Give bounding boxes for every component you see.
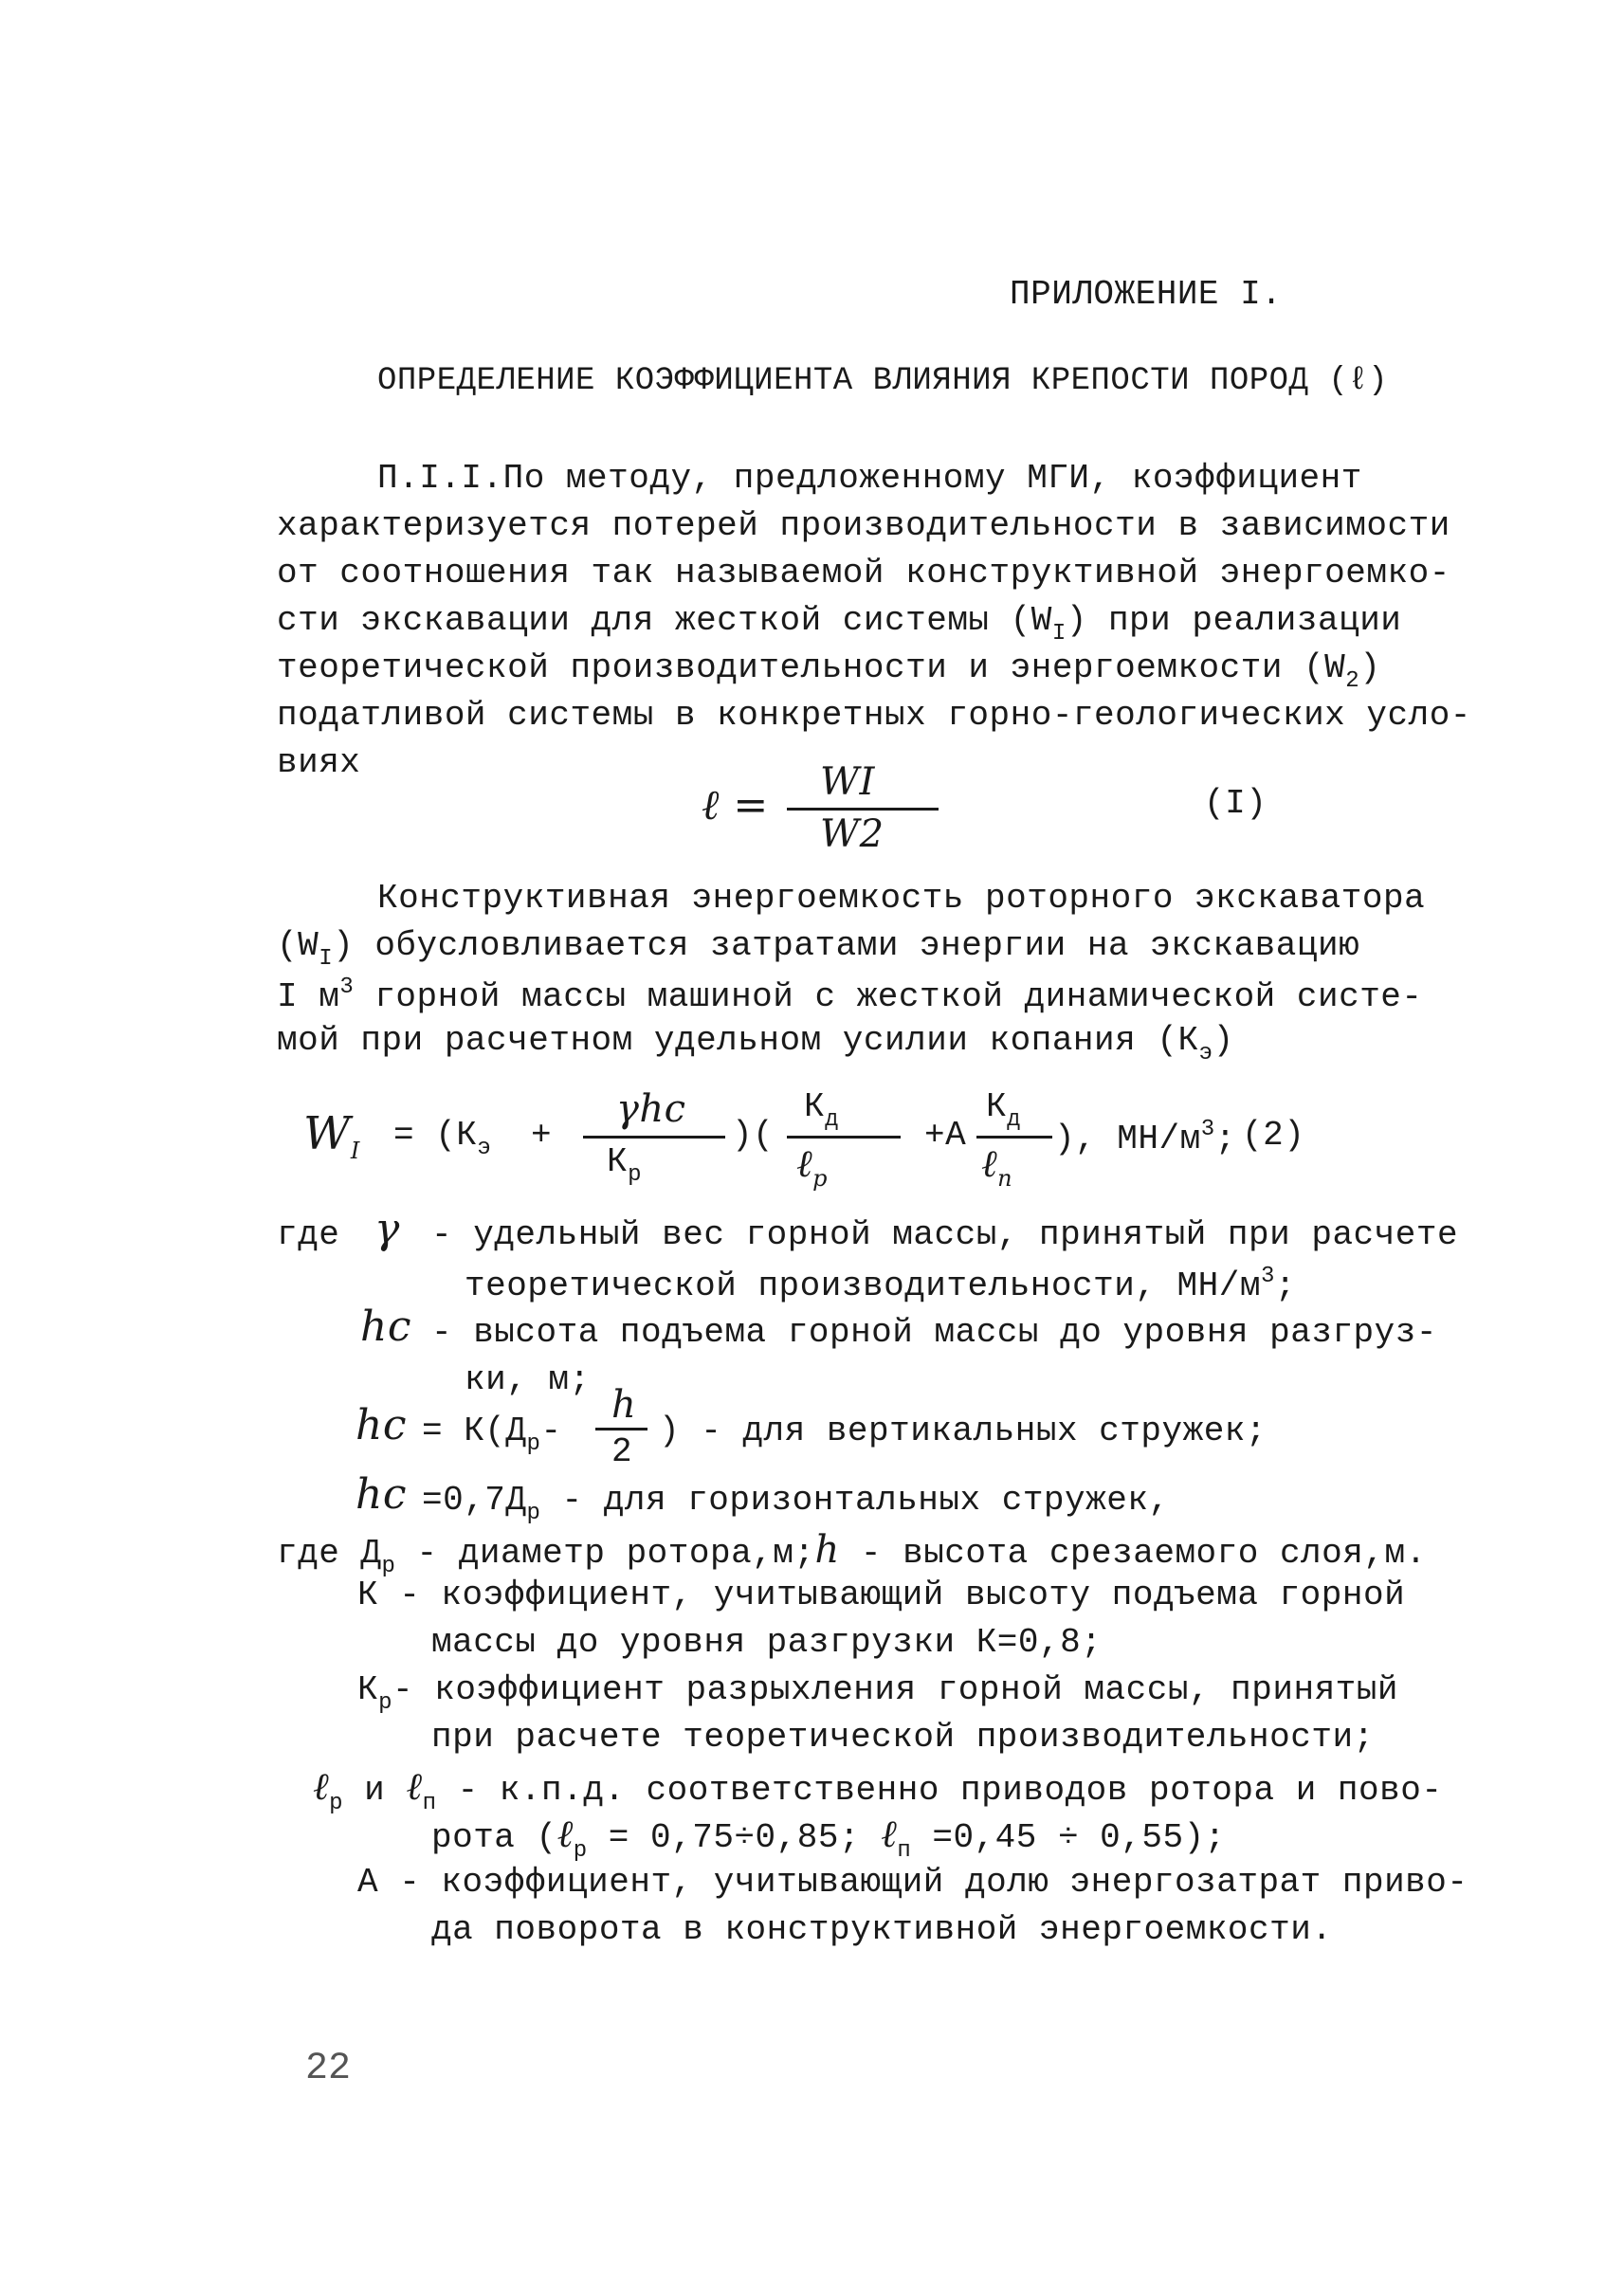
para2-line-4: мой при расчетном удельном усилии копания $(К_э)$ [277,1021,1234,1066]
page-title: ОПРЕДЕЛЕНИЕ КОЭФФИЦИЕНТА ВЛИЯНИЯ КРЕПОСТИ ПОРОД (ℓ) [377,363,1389,399]
appendix-label: ПРИЛОЖЕНИЕ I. [1010,275,1283,314]
formula-1-denominator: W2 [820,812,884,856]
intro-line-5: теоретической производительности и энергоемкости $(W_2)$ [277,648,1381,694]
intro-line-7: виях [277,743,361,782]
def-gamma-line-2: теоретической производительности, $МН/м^3$; [465,1264,1296,1305]
formula-2-frac1-bar [583,1136,725,1139]
formula-2-unit: ), $МН/м^3$; [1054,1117,1236,1158]
def-a-line-2: да поворота в конструктивной энергоемкости. [431,1910,1333,1949]
formula-2-frac3-num: $К_д$ [986,1087,1022,1133]
formula-1-numerator: WI [820,760,875,804]
def-eta-line-2: рота (ℓ$_р$ = 0,75÷0,85; ℓ$_п$ =0,45 ÷ 0,55); [431,1813,1226,1864]
formula-1-fraction-bar [787,808,939,811]
formula-2-mid: )( [732,1116,775,1155]
page-number: 22 [305,2048,352,2090]
formula-2-frac1-den: $К_р$ [607,1142,643,1188]
def-hc-line-1: - высота подъема горной массы до уровня разгруз- [431,1313,1437,1352]
def-a-line-1: А - коэффициент, учитывающий долю энергозатрат приво- [357,1863,1468,1902]
def-kr-line-1: $К_р-$ коэффициент разрыхления горной массы, принятый [357,1670,1398,1716]
def-k-line-1: К - коэффициент, учитывающий высоту подъема горной [357,1576,1406,1614]
formula-2-open: = ($К_э$ [393,1116,492,1161]
def-eta-line-1: ℓ$_р$ и ℓ$_п$ - к.п.д. соответственно приводов ротора и пово- [313,1765,1443,1816]
def-hc-vert-h: h [611,1383,637,1427]
formula-2-frac2-bar [787,1136,901,1139]
def-hc-hor-line: $=0,7Д_р$ - для горизонтальных стружек, [422,1481,1170,1526]
def-gamma-line-1: - удельный вес горной массы, принятый при расчете [431,1215,1459,1254]
def-k-line-2: массы до уровня разгрузки К=0,8; [431,1623,1103,1662]
intro-line-3: от соотношения так называемой конструктивной энергоемко- [277,554,1450,592]
def-hc-hor-lhs: hc [356,1470,407,1519]
formula-2-frac3-den: ℓ$_п$ [981,1142,1013,1192]
def-kr-line-2: при расчете теоретической производительности; [431,1718,1375,1757]
intro-line-2: характеризуется потерей производительности в зависимости [277,506,1450,545]
para2-line-3: I $м^3$ горной массы машиной с жесткой динамической систе- [277,975,1423,1016]
para2-line-1: Конструктивная энергоемкость роторного экскаватора [377,879,1426,918]
intro-line-1: П.I.I.По методу, предложенному МГИ, коэффициент [377,459,1362,498]
formula-2-frac2-den: ℓ$_р$ [796,1142,829,1192]
formula-2-lhs: $W_I$ [303,1107,360,1164]
def-hc-vert-lhs: hc [356,1401,407,1449]
formula-1-number: (I) [1204,784,1267,823]
formula-2-plus-a: +А [924,1116,967,1155]
intro-line-4: сти экскавации для жесткой системы $(W_I)$ при реализации [277,601,1402,647]
def-hc-line-2: ки, м; [465,1360,591,1399]
formula-2-plus: + [531,1116,553,1155]
def-dr-line: где $Д_р$ - диаметр ротора,м;h - высота срезаемого слоя,м. [277,1528,1427,1579]
para2-line-2: $(W_I)$ обусловливается затратами энергии на экскавацию [277,926,1360,972]
def-hc-symbol: hc [360,1303,411,1351]
formula-2-frac3-bar [976,1136,1052,1139]
formula-1-lhs: ℓ = [702,781,769,829]
def-hc-vert-two: 2 [611,1432,633,1471]
formula-2-number: (2) [1242,1116,1305,1155]
def-hc-vert-bar [595,1428,647,1430]
def-hc-vert-a: = $К(Д_р-$ [422,1412,562,1457]
intro-line-6: податливой системы в конкретных горно-геологических усло- [277,696,1471,735]
def-where: где [277,1215,340,1254]
def-gamma-symbol: γ [374,1205,400,1253]
def-hc-vert-c: ) - для вертикальных стружек; [659,1412,1267,1450]
formula-2-frac1-num: γhc [616,1087,686,1131]
formula-2-frac2-num: $К_д$ [804,1087,840,1133]
